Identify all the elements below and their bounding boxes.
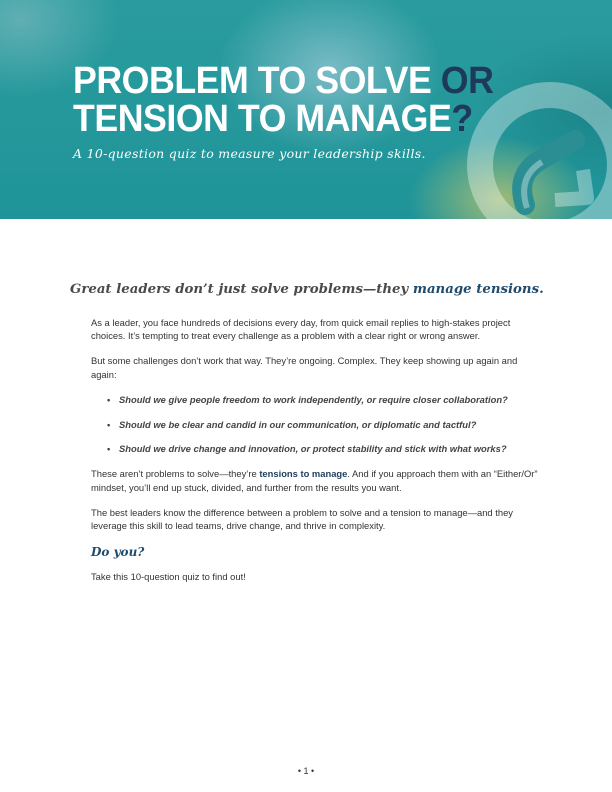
- paragraph-text: These aren’t problems to solve—they’re: [91, 468, 260, 480]
- title-part-white: PROBLEM TO SOLVE: [73, 60, 441, 102]
- tensions-emphasis: tensions to manage: [259, 468, 348, 480]
- list-item: [91, 418, 541, 431]
- title-part-white: TENSION TO MANAGE: [73, 98, 452, 140]
- list-item-text: Should we be clear and candid in our communication, or diplomatic and tactful?: [119, 418, 477, 430]
- paragraph-best-leaders: The best leaders know the difference between a problem to solve and a tension to manage—and they leverage this skill to lead teams, drive change, and thrive in complexity.: [91, 506, 513, 532]
- title-part-dark: OR: [440, 60, 494, 102]
- bullet-icon: •: [107, 418, 111, 430]
- title-question-mark: ?: [451, 98, 473, 140]
- list-item: [91, 393, 541, 406]
- body-content: [91, 316, 541, 595]
- lead-period: .: [539, 282, 544, 297]
- question-list: [91, 393, 541, 456]
- list-item: [91, 442, 541, 455]
- list-item-text: Should we drive change and innovation, or protect stability and stick with what works?: [119, 443, 507, 455]
- paragraph-intro: As a leader, you face hundreds of decisions every day, from quick email replies to high-stakes project choices. It’s tempting to treat every challenge as a problem with a clear right or wrong answer.: [91, 317, 511, 342]
- do-you-heading: Do you?: [91, 545, 145, 560]
- page-title: [73, 62, 493, 138]
- paragraph-tensions: [91, 467, 541, 494]
- title-line2: [73, 98, 473, 140]
- subtitle: A 10-question quiz to measure your leadership skills.: [73, 146, 426, 161]
- lead-heading: [70, 282, 550, 297]
- lead-emphasis: manage tensions: [412, 282, 540, 297]
- hero-banner: [0, 0, 612, 219]
- page-number: • 1 •: [297, 766, 315, 776]
- title-line1: [73, 60, 493, 102]
- paragraph-cta: Take this 10-question quiz to find out!: [91, 570, 246, 582]
- paragraph-challenges: But some challenges don’t work that way. They’re ongoing. Complex. They keep showing up again and again:: [91, 355, 518, 380]
- list-item-text: Should we give people freedom to work independently, or require closer collaboration?: [119, 393, 508, 405]
- paragraph-text: . And if you approach them with an “Either/Or” mindset, you’ll end up stuck, divided, and further from the results you want.: [91, 468, 538, 493]
- lead-text: Great leaders don’t just solve problems—they: [70, 282, 413, 297]
- bullet-icon: •: [107, 393, 111, 405]
- bullet-icon: •: [107, 443, 111, 455]
